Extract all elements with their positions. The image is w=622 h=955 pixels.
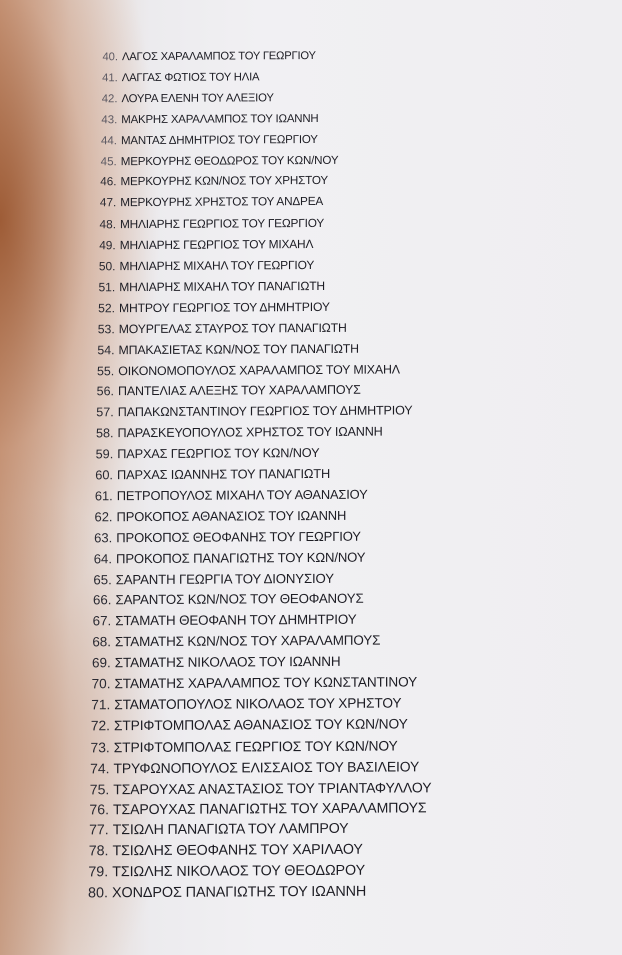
entry-name: ΜΠΑΚΑΣΙΕΤΑΣ ΚΩΝ/ΝΟΣ ΤΟΥ ΠΑΝΑΓΙΩΤΗ — [118, 341, 359, 357]
entry-number: 55. — [97, 363, 115, 378]
list-item — [0, 274, 622, 298]
entry-number: 71. — [91, 697, 111, 713]
entry-name: ΠΑΡΑΣΚΕΥΟΠΟΥΛΟΣ ΧΡΗΣΤΟΣ ΤΟΥ ΙΩΑΝΝΗ — [117, 424, 383, 441]
entry-name: ΣΤΑΜΑΤΗΣ ΧΑΡΑΛΑΜΠΟΣ ΤΟΥ ΚΩΝΣΤΑΝΤΙΝΟΥ — [114, 674, 418, 692]
entry-number: 76. — [89, 801, 109, 818]
list-item — [0, 734, 622, 758]
entry-name: ΜΗΛΙΑΡΗΣ ΓΕΩΡΓΙΟΣ ΤΟΥ ΜΙΧΑΗΛ — [119, 237, 314, 253]
list-item — [0, 295, 622, 319]
list-item — [0, 399, 622, 423]
list-item — [0, 316, 622, 340]
entry-number: 54. — [97, 342, 115, 357]
list-item — [0, 190, 622, 214]
entry-number: 66. — [93, 592, 112, 608]
entry-number: 53. — [97, 321, 115, 336]
entry-number: 41. — [102, 72, 118, 85]
entry-number: 49. — [99, 238, 116, 253]
list-item — [0, 420, 622, 444]
entry-name: ΜΗΤΡΟΥ ΓΕΩΡΓΙΟΣ ΤΟΥ ΔΗΜΗΤΡΙΟΥ — [119, 299, 330, 315]
entry-number: 40. — [102, 51, 118, 64]
entry-name: ΣΤΑΜΑΤΟΠΟΥΛΟΣ ΝΙΚΟΛΑΟΣ ΤΟΥ ΧΡΗΣΤΟΥ — [114, 695, 402, 713]
list-item — [0, 587, 622, 611]
entry-name: ΣΑΡΑΝΤΗ ΓΕΩΡΓΙΑ ΤΟΥ ΔΙΟΝΥΣΙΟΥ — [115, 570, 334, 587]
entry-number: 62. — [94, 509, 113, 525]
entry-number: 70. — [91, 676, 111, 692]
entry-number: 48. — [99, 217, 116, 232]
list-item — [0, 713, 622, 737]
entry-number: 52. — [98, 300, 115, 316]
entry-name: ΣΤΑΜΑΤΗΣ ΚΩΝ/ΝΟΣ ΤΟΥ ΧΑΡΑΛΑΜΠΟΥΣ — [115, 632, 381, 650]
entry-name: ΠΕΤΡΟΠΟΥΛΟΣ ΜΙΧΑΗΛ ΤΟΥ ΑΘΑΝΑΣΙΟΥ — [116, 486, 368, 504]
entry-number: 44. — [100, 134, 117, 147]
entry-number: 78. — [88, 843, 109, 860]
list-item — [0, 796, 622, 820]
entry-number: 47. — [99, 196, 117, 210]
list-item — [0, 65, 622, 89]
entry-name: ΜΕΡΚΟΥΡΗΣ ΧΡΗΣΤΟΣ ΤΟΥ ΑΝΔΡΕΑ — [120, 195, 324, 210]
entry-name: ΧΟΝΔΡΟΣ ΠΑΝΑΓΙΩΤΗΣ ΤΟΥ ΙΩΑΝΝΗ — [112, 883, 367, 902]
list-item — [0, 546, 622, 570]
entry-name: ΤΣΙΩΛΗΣ ΘΕΟΦΑΝΗΣ ΤΟΥ ΧΑΡΙΛΑΟΥ — [112, 841, 363, 860]
entry-name: ΠΑΝΤΕΛΙΑΣ ΑΛΕΞΗΣ ΤΟΥ ΧΑΡΑΛΑΜΠΟΥΣ — [118, 383, 361, 399]
list-item — [0, 44, 622, 68]
list-item — [0, 107, 622, 131]
entry-name: ΜΕΡΚΟΥΡΗΣ ΘΕΟΔΩΡΟΣ ΤΟΥ ΚΩΝ/ΝΟΥ — [120, 153, 339, 168]
entry-number: 42. — [101, 92, 118, 106]
entry-name: ΛΑΓΓΑΣ ΦΩΤΙΟΣ ΤΟΥ ΗΛΙΑ — [121, 71, 260, 85]
entry-number: 80. — [87, 885, 108, 902]
entry-number: 43. — [101, 113, 118, 126]
entry-name: ΣΤΡΙΦΤΟΜΠΟΛΑΣ ΓΕΩΡΓΙΟΣ ΤΟΥ ΚΩΝ/ΝΟΥ — [113, 737, 398, 755]
entry-name: ΜΕΡΚΟΥΡΗΣ ΚΩΝ/ΝΟΣ ΤΟΥ ΧΡΗΣΤΟΥ — [120, 174, 329, 189]
entry-number: 46. — [100, 175, 117, 189]
list-item — [0, 483, 622, 507]
list-item — [0, 525, 622, 549]
entry-name: ΤΣΙΩΛΗ ΠΑΝΑΓΙΩΤΑ ΤΟΥ ΛΑΜΠΡΟΥ — [112, 821, 349, 839]
entry-number: 45. — [100, 154, 117, 168]
list-item — [0, 880, 622, 904]
entry-name: ΣΤΑΜΑΤΗ ΘΕΟΦΑΝΗ ΤΟΥ ΔΗΜΗΤΡΙΟΥ — [115, 612, 357, 629]
list-item — [0, 755, 622, 779]
list-item — [0, 776, 622, 800]
entry-name: ΣΤΡΙΦΤΟΜΠΟΛΑΣ ΑΘΑΝΑΣΙΟΣ ΤΟΥ ΚΩΝ/ΝΟΥ — [114, 716, 408, 734]
list-item — [0, 128, 622, 152]
entry-name: ΟΙΚΟΝΟΜΟΠΟΥΛΟΣ ΧΑΡΑΛΑΜΠΟΣ ΤΟΥ ΜΙΧΑΗΛ — [118, 361, 400, 378]
entry-number: 73. — [90, 738, 110, 756]
list-item — [0, 86, 622, 110]
entry-number: 61. — [94, 488, 113, 504]
list-item — [0, 253, 622, 277]
entry-name: ΠΡΟΚΟΠΟΣ ΑΘΑΝΑΣΙΟΣ ΤΟΥ ΙΩΑΝΝΗ — [116, 507, 347, 524]
entry-name: ΛΑΓΟΣ ΧΑΡΑΛΑΜΠΟΣ ΤΟΥ ΓΕΩΡΓΙΟΥ — [122, 49, 316, 64]
entry-number: 51. — [98, 280, 116, 295]
list-item — [0, 817, 622, 841]
entry-number: 72. — [90, 718, 110, 734]
entry-number: 69. — [91, 655, 111, 671]
entry-number: 60. — [95, 467, 113, 483]
entry-name: ΣΤΑΜΑΤΗΣ ΝΙΚΟΛΑΟΣ ΤΟΥ ΙΩΑΝΝΗ — [114, 653, 341, 671]
list-item — [0, 692, 622, 716]
list-item — [0, 859, 622, 883]
entry-number: 57. — [96, 405, 114, 420]
entry-name: ΠΡΟΚΟΠΟΣ ΘΕΟΦΑΝΗΣ ΤΟΥ ΓΕΩΡΓΙΟΥ — [116, 528, 361, 545]
list-item — [0, 211, 622, 235]
entry-name: ΜΟΥΡΓΕΛΑΣ ΣΤΑΥΡΟΣ ΤΟΥ ΠΑΝΑΓΙΩΤΗ — [118, 320, 347, 336]
entry-name: ΜΑΚΡΗΣ ΧΑΡΑΛΑΜΠΟΣ ΤΟΥ ΙΩΑΝΝΗ — [121, 112, 319, 126]
entry-number: 77. — [89, 822, 109, 839]
list-item — [0, 462, 622, 486]
list-item — [0, 671, 622, 695]
entry-number: 50. — [98, 259, 116, 274]
entry-name: ΜΑΝΤΑΣ ΔΗΜΗΤΡΙΟΣ ΤΟΥ ΓΕΩΡΓΙΟΥ — [121, 133, 318, 147]
entry-name: ΜΗΛΙΑΡΗΣ ΜΙΧΑΗΛ ΤΟΥ ΓΕΩΡΓΙΟΥ — [119, 257, 315, 274]
entry-number: 68. — [92, 634, 111, 650]
entry-name: ΛΟΥΡΑ ΕΛΕΝΗ ΤΟΥ ΑΛΕΞΙΟΥ — [121, 92, 274, 105]
entry-number: 74. — [90, 759, 110, 776]
list-item — [0, 441, 622, 465]
list-item — [0, 358, 622, 382]
entry-name: ΠΡΟΚΟΠΟΣ ΠΑΝΑΓΙΩΤΗΣ ΤΟΥ ΚΩΝ/ΝΟΥ — [116, 549, 366, 566]
entry-number: 64. — [93, 550, 112, 566]
entry-number: 75. — [89, 780, 110, 797]
list-item — [0, 608, 622, 632]
entry-name: ΠΑΠΑΚΩΝΣΤΑΝΤΙΝΟΥ ΓΕΩΡΓΙΟΣ ΤΟΥ ΔΗΜΗΤΡΙΟΥ — [117, 403, 413, 420]
list-item — [0, 169, 622, 193]
entry-number: 65. — [93, 571, 112, 587]
entry-name: ΜΗΛΙΑΡΗΣ ΓΕΩΡΓΙΟΣ ΤΟΥ ΓΕΩΡΓΙΟΥ — [120, 216, 325, 232]
list-item — [0, 838, 622, 862]
entry-number: 56. — [96, 384, 114, 399]
entry-name: ΣΑΡΑΝΤΟΣ ΚΩΝ/ΝΟΣ ΤΟΥ ΘΕΟΦΑΝΟΥΣ — [115, 591, 364, 608]
list-item — [0, 629, 622, 653]
entry-name: ΠΑΡΧΑΣ ΓΕΩΡΓΙΟΣ ΤΟΥ ΚΩΝ/ΝΟΥ — [117, 445, 320, 462]
entry-name: ΤΡΥΦΩΝΟΠΟΥΛΟΣ ΕΛΙΣΣΑΙΟΣ ΤΟΥ ΒΑΣΙΛΕΙΟΥ — [113, 757, 420, 776]
list-item — [0, 567, 622, 591]
list-item — [0, 337, 622, 361]
entry-name: ΜΗΛΙΑΡΗΣ ΜΙΧΑΗΛ ΤΟΥ ΠΑΝΑΓΙΩΤΗ — [119, 278, 325, 295]
list-item — [0, 149, 622, 173]
list-item — [0, 378, 622, 402]
entry-name: ΠΑΡΧΑΣ ΙΩΑΝΝΗΣ ΤΟΥ ΠΑΝΑΓΙΩΤΗ — [117, 465, 331, 483]
entry-name: ΤΣΑΡΟΥΧΑΣ ΑΝΑΣΤΑΣΙΟΣ ΤΟΥ ΤΡΙΑΝΤΑΦΥΛΛΟΥ — [113, 778, 432, 797]
entry-number: 79. — [88, 864, 109, 881]
entry-number: 59. — [95, 446, 114, 462]
entry-number: 63. — [94, 529, 113, 546]
entry-name: ΤΣΙΩΛΗΣ ΝΙΚΟΛΑΟΣ ΤΟΥ ΘΕΟΔΩΡΟΥ — [112, 862, 366, 881]
entry-number: 67. — [92, 613, 112, 629]
list-item — [0, 232, 622, 256]
list-item — [0, 650, 622, 674]
entry-number: 58. — [95, 426, 114, 441]
entry-name: ΤΣΑΡΟΥΧΑΣ ΠΑΝΑΓΙΩΤΗΣ ΤΟΥ ΧΑΡΑΛΑΜΠΟΥΣ — [113, 799, 427, 818]
list-item — [0, 504, 622, 528]
